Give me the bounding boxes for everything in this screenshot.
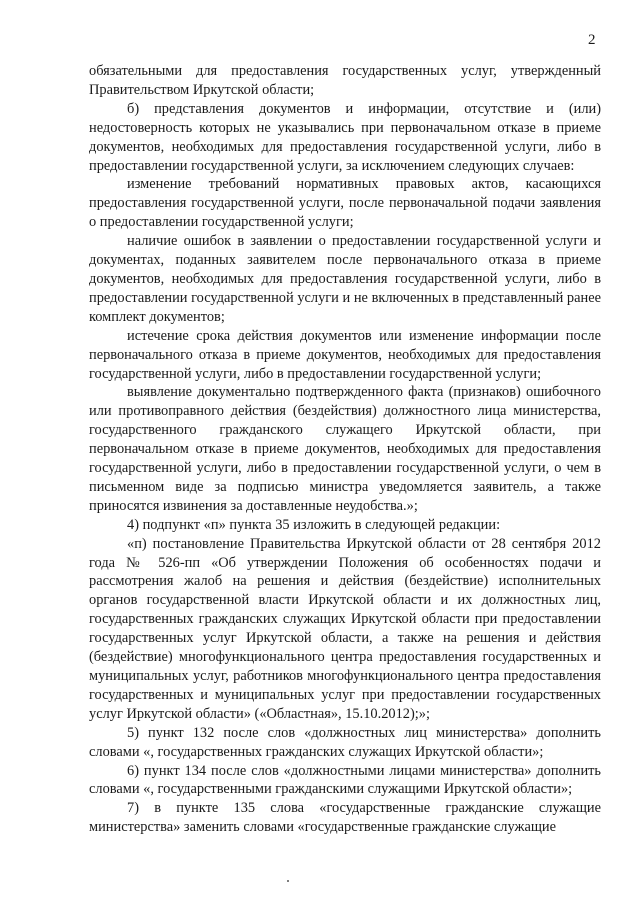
paragraph: обязательными для предоставления государственных услуг, утвержденный Правительством Иркутской области; xyxy=(89,63,601,98)
page-number: 2 xyxy=(588,32,596,48)
paragraph: 6) пункт 134 после слов «должностными лицами министерства» дополнить словами «, государственными гражданскими служащими Иркутской области»; xyxy=(89,762,601,798)
paragraph: 4) подпункт «п» пункта 35 изложить в следующей редакции: xyxy=(127,516,501,533)
paragraph: наличие ошибок в заявлении о предоставлении государственной услуги и документах, поданных заявителем после первоначального отказа в приеме документов, необходимых для предоставления государственной услуги, либо в предоставлении государственной услуги и не включенных в представленный ранее комплект документов; xyxy=(89,233,601,325)
scan-speck xyxy=(287,880,289,882)
paragraph: выявление документально подтвержденного факта (признаков) ошибочного или противоправного действия (бездействия) должностного лица министерства, государственного гражданского служащего Иркутской области, при первоначальном отказе в приеме документов, необходимых для предоставления государственной услуги, либо в предоставлении государственной услуги, о чем в письменном виде за подписью министра уведомляется заявитель, а также приносятся извинения за доставленные неудобства.»; xyxy=(89,384,601,514)
paragraph: истечение срока действия документов или изменение информации после первоначального отказа в приеме документов, необходимых для предоставления государственной услуги, либо в предоставлении государственной услуги; xyxy=(89,327,601,382)
paragraph: изменение требований нормативных правовых актов, касающихся предоставления государственной услуги, после первоначальной подачи заявления о предоставлении государственной услуги; xyxy=(89,176,601,231)
paragraph: 7) в пункте 135 слова «государственные гражданские служащие министерства» заменить словами «государственные гражданские служащие xyxy=(89,800,601,836)
paragraph: 5) пункт 132 после слов «должностных лиц министерства» дополнить словами «, государственных гражданских служащих Иркутской области»; xyxy=(89,724,601,760)
paragraph: б) представления документов и информации, отсутствие и (или) недостоверность которых не указывались при первоначальном отказе в приеме документов, необходимых для предоставления государственной услуги, либо в предоставлении государственной услуги, за исключением следующих случаев: xyxy=(89,100,601,174)
document-body xyxy=(89,62,601,837)
paragraph: «п) постановление Правительства Иркутской области от 28 сентября 2012 года № 526-пп «Об утверждении Положения об особенностях подачи и рассмотрения жалоб на решения и действия (бездействие) исполнительных органов государственной власти Иркутской области и их должностных лиц, государственных гражданских служащих Иркутской области при предоставлении государственных услуг Иркутской области, а также на решения и действия (бездействие) многофункционального центра предоставления государственных и муниципальных услуг, работников многофункционального центра предоставления государственных и муниципальных услуг при предоставлении государственных услуг Иркутской области» («Областная», 15.10.2012);»; xyxy=(89,535,601,722)
